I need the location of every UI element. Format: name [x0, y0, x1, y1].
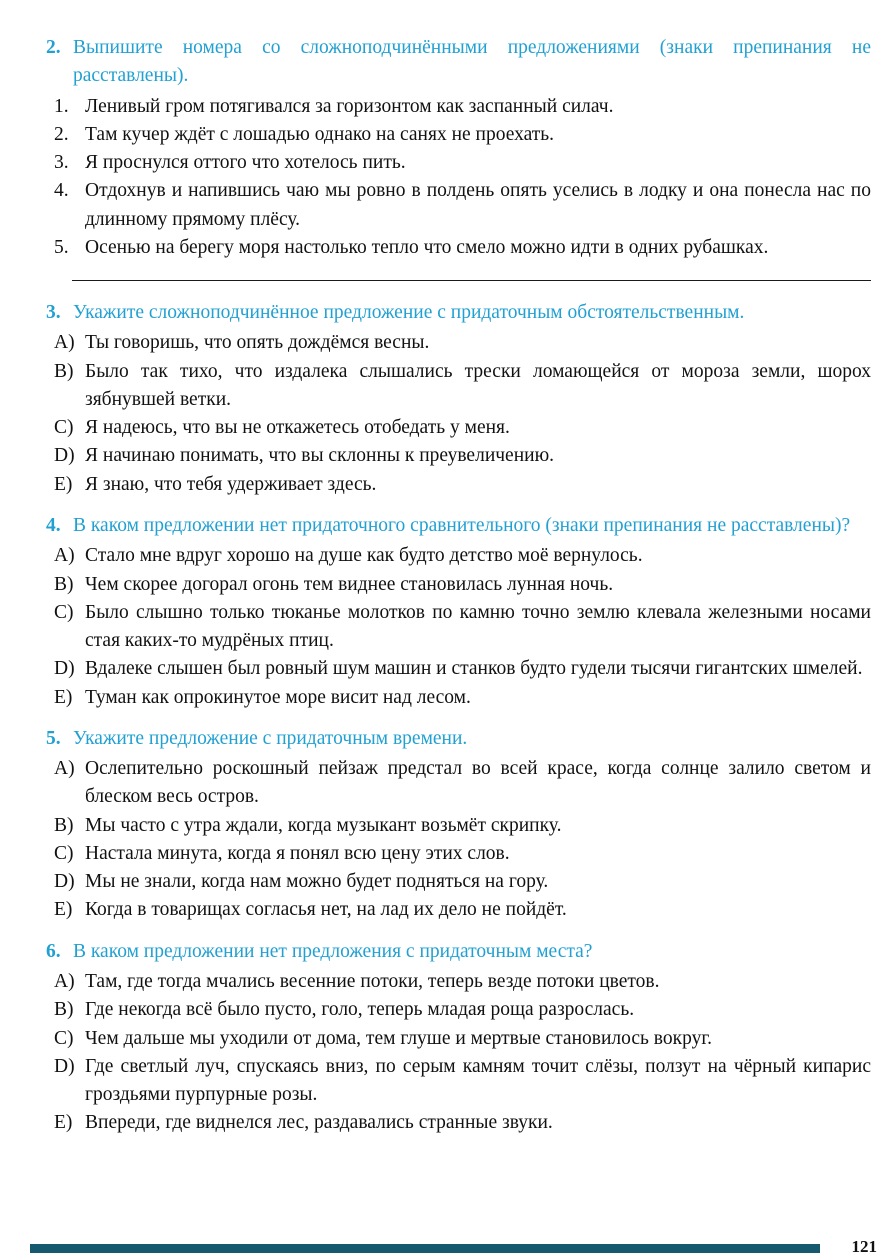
option-letter: D): [54, 871, 75, 893]
answer-option: [54, 1109, 871, 1137]
answer-option: [54, 329, 871, 357]
answer-option: [54, 896, 871, 924]
question-heading: [46, 725, 871, 753]
option-letter: C): [54, 601, 74, 623]
option-letter: C): [54, 417, 74, 439]
option-letter: E): [54, 473, 73, 495]
question-heading: [46, 512, 871, 540]
answer-option: [54, 684, 871, 712]
section-divider: [72, 280, 871, 281]
answer-option: [54, 471, 871, 499]
question-prompt: Укажите сложноподчинённое предложение с придаточным обстоятельственным.: [73, 302, 745, 324]
item-text: Ленивый гром потягивался за горизонтом как заспанный силач.: [85, 95, 614, 117]
answer-option: [54, 599, 871, 656]
question-6: [46, 938, 871, 1138]
answer-option: [54, 968, 871, 996]
option-letter: C): [54, 842, 74, 864]
item-text: Отдохнув и напившись чаю мы ровно в полдень опять уселись в лодку и она понесла нас по длинному прямому плёсу.: [85, 180, 871, 230]
question-items: [54, 755, 871, 925]
option-text: Чем дальше мы уходили от дома, тем глуше и мертвые становилось вокруг.: [85, 1027, 713, 1049]
question-heading: [46, 299, 871, 327]
list-item: [54, 234, 871, 262]
question-prompt: В каком предложении нет предложения с придаточным места?: [73, 940, 593, 962]
answer-option: [54, 358, 871, 415]
option-text: Настала минута, когда я понял всю цену этих слов.: [85, 842, 510, 864]
answer-option: [54, 1053, 871, 1110]
list-item: [54, 149, 871, 177]
item-label: 3.: [54, 152, 69, 174]
option-letter: A): [54, 545, 75, 567]
option-letter: A): [54, 970, 75, 992]
option-text: Где светлый луч, спускаясь вниз, по серым камням точит слёзы, ползут на чёрный кипарис гроздьями пурпурные розы.: [85, 1055, 871, 1106]
option-text: Вдалеке слышен был ровный шум машин и станков будто гудели тысячи гигантских шмелей.: [85, 658, 863, 680]
option-text: Чем скорее догорал огонь тем виднее становилась лунная ночь.: [85, 573, 614, 595]
option-text: Там, где тогда мчались весенние потоки, теперь везде потоки цветов.: [85, 970, 660, 992]
answer-option: [54, 571, 871, 599]
item-label: 4.: [54, 180, 69, 202]
question-items: [54, 93, 871, 263]
question-heading: [46, 34, 871, 91]
option-text: Мы часто с утра ждали, когда музыкант возьмёт скрипку.: [85, 814, 562, 836]
option-letter: E): [54, 686, 73, 708]
option-letter: E): [54, 899, 73, 921]
list-item: [54, 177, 871, 234]
option-letter: C): [54, 1027, 74, 1049]
option-letter: D): [54, 658, 75, 680]
option-letter: B): [54, 573, 74, 595]
question-prompt: Укажите предложение с придаточным времени.: [73, 727, 468, 749]
answer-option: [54, 442, 871, 470]
answer-option: [54, 542, 871, 570]
option-text: Стало мне вдруг хорошо на душе как будто детство моё вернулось.: [85, 545, 643, 567]
item-text: Осенью на берегу моря настолько тепло что смело можно идти в одних рубашках.: [85, 236, 769, 258]
answer-option: [54, 1025, 871, 1053]
option-text: Когда в товарищах согласья нет, на лад их дело не пойдёт.: [85, 899, 567, 921]
answer-option: [54, 755, 871, 812]
option-letter: D): [54, 445, 75, 467]
item-text: Там кучер ждёт с лошадью однако на санях не проехать.: [85, 123, 555, 145]
option-text: Ты говоришь, что опять дождёмся весны.: [85, 332, 430, 354]
question-items: [54, 968, 871, 1138]
item-label: 2.: [54, 123, 69, 145]
page-number: 121: [851, 1237, 877, 1253]
option-text: Было так тихо, что издалека слышались трески ломающейся от мороза земли, шорох зябнувшей ветки.: [85, 360, 871, 410]
option-letter: D): [54, 1055, 75, 1077]
answer-option: [54, 996, 871, 1024]
answer-option: [54, 840, 871, 868]
question-4: [46, 512, 871, 712]
question-3: [46, 299, 871, 499]
footer-bar: [30, 1244, 820, 1253]
question-prompt: В каком предложении нет придаточного сравнительного (знаки препинания не расставлены)?: [73, 514, 851, 536]
option-text: Туман как опрокинутое море висит над лесом.: [85, 686, 471, 708]
list-item: [54, 121, 871, 149]
option-text: Я надеюсь, что вы не откажетесь отобедать у меня.: [85, 417, 510, 439]
question-heading: [46, 938, 871, 966]
option-letter: B): [54, 814, 74, 836]
question-number: 5.: [46, 727, 61, 749]
item-text: Я проснулся оттого что хотелось пить.: [85, 152, 406, 174]
option-text: Я начинаю понимать, что вы склонны к преувеличению.: [85, 445, 555, 467]
question-2: [46, 34, 871, 262]
option-letter: B): [54, 360, 74, 382]
question-number: 4.: [46, 514, 61, 536]
option-text: Мы не знали, когда нам можно будет подняться на гору.: [85, 871, 549, 893]
answer-option: [54, 655, 871, 683]
list-item: [54, 93, 871, 121]
question-number: 3.: [46, 302, 61, 324]
item-label: 1.: [54, 95, 69, 117]
option-letter: A): [54, 758, 75, 780]
question-prompt: Выпишите номера со сложноподчинёнными предложениями (знаки препинания не расставлены).: [73, 37, 871, 87]
page-footer: [0, 1237, 895, 1253]
option-letter: E): [54, 1112, 73, 1134]
option-letter: B): [54, 999, 74, 1021]
question-5: [46, 725, 871, 925]
question-number: 2.: [46, 37, 61, 58]
option-text: Ослепительно роскошный пейзаж предстал во всей красе, когда солнце залило светом и блеском весь остров.: [85, 758, 871, 808]
item-label: 5.: [54, 236, 69, 258]
option-text: Где некогда всё было пусто, голо, теперь младая роща разрослась.: [85, 999, 635, 1021]
answer-option: [54, 812, 871, 840]
option-text: Я знаю, что тебя удерживает здесь.: [85, 473, 377, 495]
option-letter: A): [54, 332, 75, 354]
question-items: [54, 329, 871, 499]
answer-option: [54, 868, 871, 896]
option-text: Было слышно только тюканье молотков по камню точно землю клевала железными носами стая каких-то мудрёных птиц.: [85, 601, 871, 652]
option-text: Впереди, где виднелся лес, раздавались странные звуки.: [85, 1112, 553, 1134]
question-number: 6.: [46, 940, 61, 962]
answer-option: [54, 414, 871, 442]
question-items: [54, 542, 871, 712]
